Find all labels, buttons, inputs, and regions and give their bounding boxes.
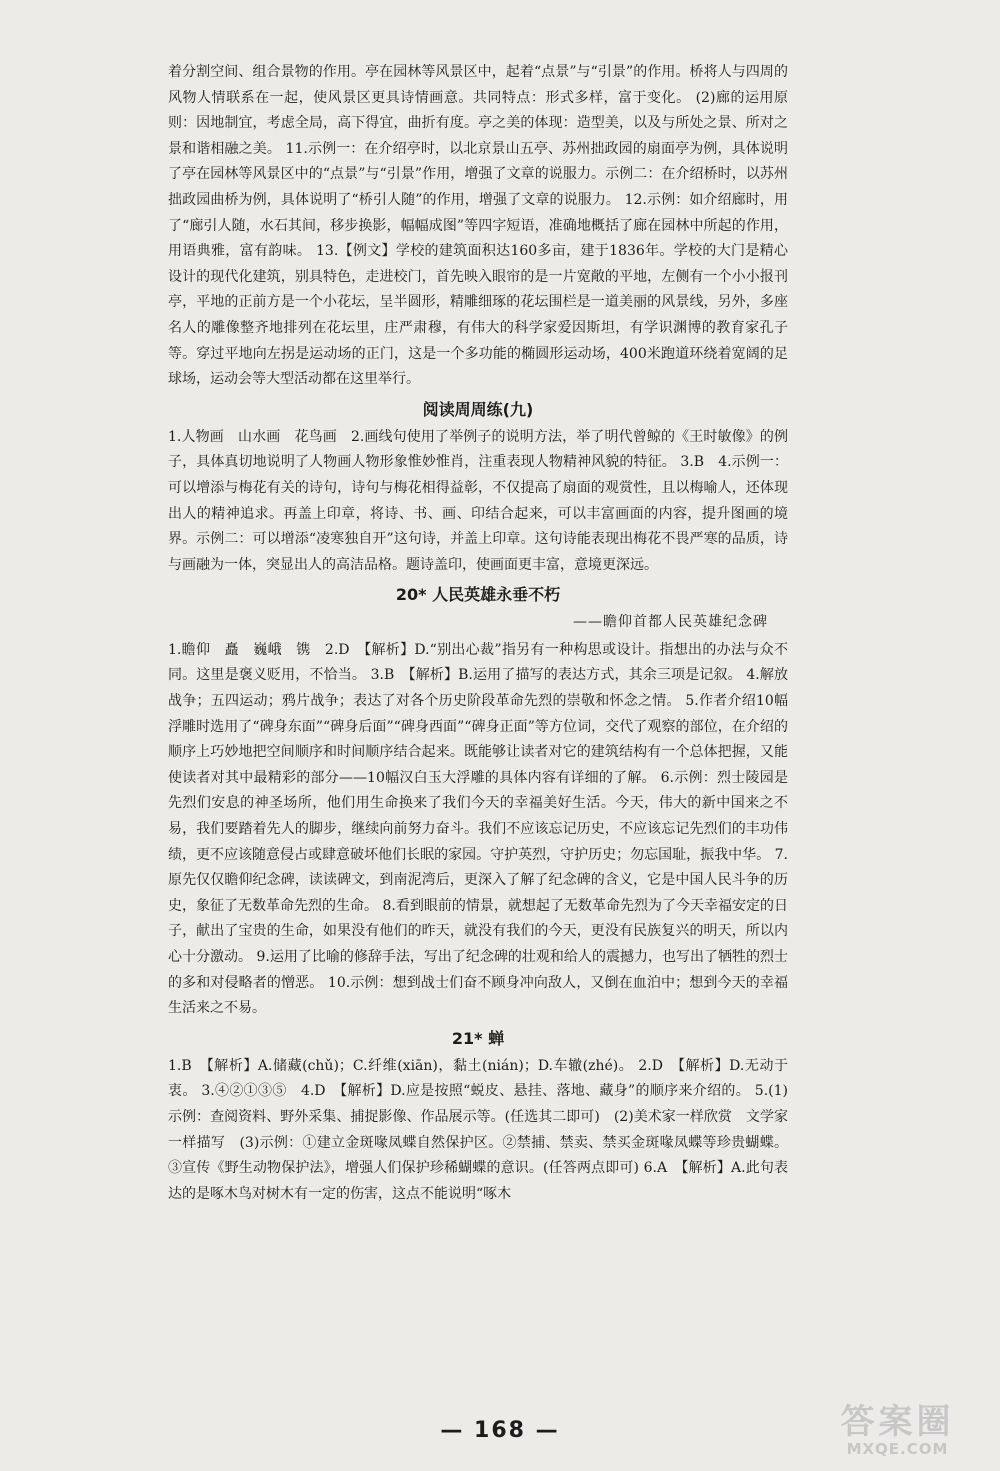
answer-paragraph: 着分割空间、组合景物的作用。亭在园林等风景区中，起着“点景”与“引景”的作用。桥将人与四周的风物人情联系在一起，使风景区更具诗情画意。共同特点：形式多样，富于变化。 (2)廊的运用原则：因地制宜，考虑全局，高下得宜，曲折有度。亭之美的体现：造型美，以及与所处之景、所对之景和谐相融之美。 11.示例一：在介绍亭时，以北京景山五亭、苏州拙政园的扇面亭为例，具体说明了亭在园林等风景区中的“点景”与“引景”作用，增强了文章的说服力。示例二：在介绍桥时，以苏州拙政园曲桥为例，具体说明了“桥引人随”的作用，增强了文章的说服力。 12.示例：如介绍廊时，用了“廊引人随，水石其间，移步换影，幅幅成图”等四字短语，准确地概括了廊在园林中所起的作用，用语典雅，富有韵味。 13.【例文】学校的建筑面积达160多亩，建于1836年。学校的大门是精心设计的现代化建筑，别具特色，走进校门，首先映入眼帘的是一片宽敞的平地，左侧有一个小小报刊亭，平地的正前方是一个小花坛，呈半圆形，精雕细琢的花坛围栏是一道美丽的风景线，另外，多座名人的雕像整齐地排列在花坛里，庄严肃穆，有伟大的科学家爱因斯坦，有学识渊博的教育家孔子等。穿过平地向左拐是运动场的正门，这是一个多功能的椭圆形运动场，400米跑道环绕着宽阔的足球场，运动会等大型活动都在这里举行。 bbox=[168, 64, 788, 388]
answer-paragraph: 1.人物画 山水画 花鸟画 2.画线句使用了举例子的说明方法，举了明代曾鲸的《王时敏像》的例子，具体真切地说明了人物画人物形象惟妙惟肖，注重表现人物精神风貌的特征。 3.B 4.示例一：可以增添与梅花有关的诗句，诗句与梅花相得益彰，不仅提高了扇面的观赏性，且以梅喻人，还体现出人的精神追求。再盖上印章，将诗、书、画、印结合起来，可以丰富画面的内容，提升图画的境界。示例二：可以增添“凌寒独自开”这句诗，并盖上印章。这句诗能表现出梅花不畏严寒的品质，诗与画融为一体，突显出人的高洁品格。题诗盖印，使画面更丰富，意境更深远。 bbox=[168, 428, 788, 573]
answer-paragraph: 1.瞻仰 矗 巍峨 镌 2.D 【解析】D.“别出心裁”指另有一种构思或设计。指想出的办法与众不同。这里是褒义贬用，不恰当。 3.B 【解析】B.运用了描写的表达方式，其余三项是记叙。 4.解放战争；五四运动；鸦片战争；表达了对各个历史阶段革命先烈的崇敬和怀念之情。 5.作者介绍10幅浮雕时选用了“碑身东面”“碑身后面”“碑身西面”“碑身正面”等方位词，交代了观察的部位，在介绍的顺序上巧妙地把空间顺序和时间顺序结合起来。既能够让读者对它的建筑结构有一个总体把握，又能使读者对其中最精彩的部分——10幅汉白玉大浮雕的具体内容有详细的了解。 6.示例：烈士陵园是先烈们安息的神圣场所，他们用生命换来了我们今天的幸福美好生活。今天，伟大的新中国来之不易，我们要踏着先人的脚步，继续向前努力奋斗。我们不应该忘记历史，不应该忘记先烈们的丰功伟绩，更不应该随意侵占或肆意破坏他们长眠的家园。守护英烈，守护历史；勿忘国耻，振我中华。 7.原先仅仅瞻仰纪念碑，读读碑文，到南泥湾后，更深入了解了纪念碑的含义，它是中国人民斗争的历史，象征了无数革命先烈的生命。 8.看到眼前的情景，就想起了无数革命先烈为了今天幸福安定的日子，献出了宝贵的生命，如果没有他们的昨天，就没有我们的今天，更没有民族复兴的明天，所以内心十分激动。 9.运用了比喻的修辞手法，写出了纪念碑的壮观和给人的震撼力，也写出了牺牲的烈士的多和对侵略者的憎恶。 10.示例：想到战士们奋不顾身冲向敌人，又倒在血泊中；想到今天的幸福生活来之不易。 bbox=[168, 641, 788, 1017]
page-number: — 168 — bbox=[440, 1418, 560, 1443]
lesson-subtitle: ——瞻仰首都人民英雄纪念碑 bbox=[573, 614, 768, 631]
watermark-logo-text: 答案圈 bbox=[840, 1402, 955, 1442]
section-heading: 阅读周周练(九) bbox=[422, 399, 534, 419]
answer-paragraph: 1.B 【解析】A.储藏(chǔ)；C.纤维(xiān)，黏土(nián)；D.车辙(zhé)。 2.D 【解析】D.无动于衷。 3.④②①③⑤ 4.D 【解析】D.应是按照“蜕皮、悬挂、落地、藏身”的顺序来介绍的。 5.(1)示例：查阅资料、野外采集、捕捉影像、作品展示等。(任选其二即可) (2)美术家一样欣赏 文学家一样描写 (3)示例：①建立金斑喙凤蝶自然保护区。②禁捕、禁卖、禁买金斑喙凤蝶等珍贵蝴蝶。③宣传《野生动物保护法》，增强人们保护珍稀蝴蝶的意识。(任答两点即可) 6.A 【解析】A.此句表达的是啄木鸟对树木有一定的伤害，这点不能说明“啄木 bbox=[168, 1057, 788, 1202]
lesson-title: 21* 蝉 bbox=[451, 1028, 505, 1048]
watermark-url: MXQE.COM bbox=[846, 1440, 949, 1458]
page-content bbox=[168, 60, 788, 1207]
lesson-title: 20* 人民英雄永垂不朽 bbox=[395, 585, 561, 605]
watermark-logo bbox=[805, 1400, 990, 1462]
